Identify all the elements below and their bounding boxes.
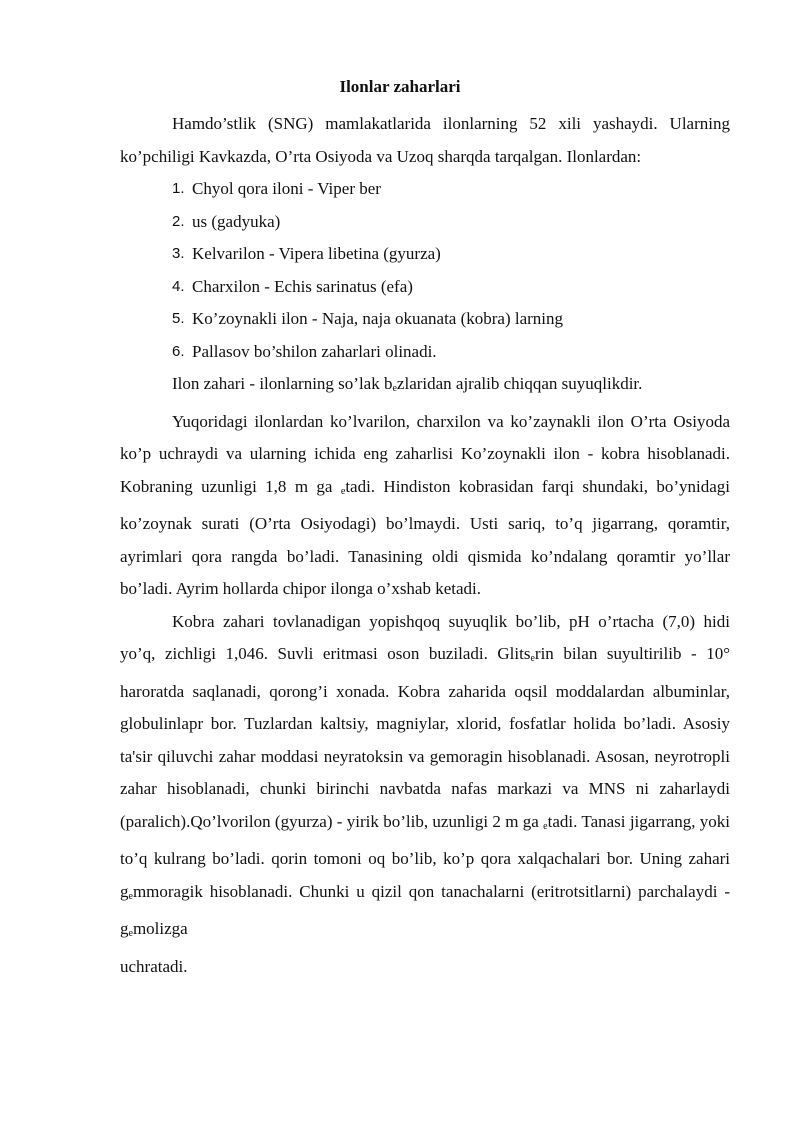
closing-line: uchratadi.	[120, 956, 188, 976]
venom-properties-paragraph: Kobra zahari tovlanadigan yopishqoq suyuqlik bo’lib, pH o’rtacha (7,0) hidi yo’q, zichligi 1,046. Suvli eritmasi oson buziladi. Glits$_e$rin bilan suyultirilib - 10° haroratda saqlanadi, qorong’i xonada. Kobra zaharida oqsil moddalardan albuminlar, globulinlapr bor. Tuzlardan kaltsiy, magniylar, xlorid, fosfatlar holida bo’ladi. Asosiy ta'sir qiluvchi zahar moddasi neyratoksin va gemoragin hisoblanadi. Asosan, neyrotropli zahar hisoblanadi, chunki birinchi navbatda nafas markazi va MNS ni zaharlaydi (paralich).Qo’lvorilon (gyurza) - yirik bo’lib, uzunligi 2 m ga $_e$tadi. Tanasi jigarrang, yoki to’q kulrang bo’ladi. qorin tomoni oq bo’lib, ko’p qora xalqachalari bor. Uning zahari $g_emmoragik$ hisoblanadi. Chunki u qizil qon tanachalarni (eritrotsitlarni) parchalaydi - $g_emolizga$	[120, 611, 730, 939]
list-item: 5. Ko’zoynakli ilon - Naja, naja okuanata (kobra) larning	[172, 309, 564, 328]
list-item: 3. Kelvarilon - Vipera libetina (gyurza)	[172, 244, 441, 263]
snake-species-list	[120, 173, 730, 368]
list-item: 6. Pallasov bo’shilon zaharlari olinadi.	[172, 341, 437, 361]
intro-paragraph: Hamdo’stlik (SNG) mamlakatlarida ilonlarning 52 xili yashaydi. Ularning ko’pchiligi Kavkazda, O’rta Osiyoda va Uzoq sharqda tarqalgan. Ilonlardan:	[120, 114, 730, 166]
list-item: 1. Chyol qora iloni - Viper ber	[172, 179, 381, 198]
page-title: Ilonlar zaharlari	[339, 77, 461, 96]
definition-paragraph: Ilon zahari - ilonlarning so’lak $b_ezlaridan$ ajralib chiqqan suyuqlikdir.	[172, 374, 643, 394]
cobra-description-paragraph: Yuqoridagi ilonlardan ko’lvarilon, charxilon va ko’zaynakli ilon O’rta Osiyoda ko’p uchraydi va ularning ichida eng zaharlisi Ko’zoynakli ilon - kobra hisoblanadi. Kobraning uzunligi 1,8 m ga $_e$tadi. Hindiston kobrasidan farqi shundaki, bo’ynidagi ko’zoynak surati (O’rta Osiyodagi) bo’lmaydi. Usti sariq, to’q jigarrang, qoramtir, ayrimlari qora rangda bo’ladi. Tanasining oldi qismida ko’ndalang qoramtir yo’llar bo’ladi. Ayrim hollarda chipor ilonga o’xshab ketadi.	[120, 411, 730, 598]
list-item: 2. us (gadyuka)	[172, 211, 281, 231]
list-item: 4. Charxilon - Echis sarinatus (efa)	[172, 276, 413, 296]
document-body	[120, 108, 730, 983]
